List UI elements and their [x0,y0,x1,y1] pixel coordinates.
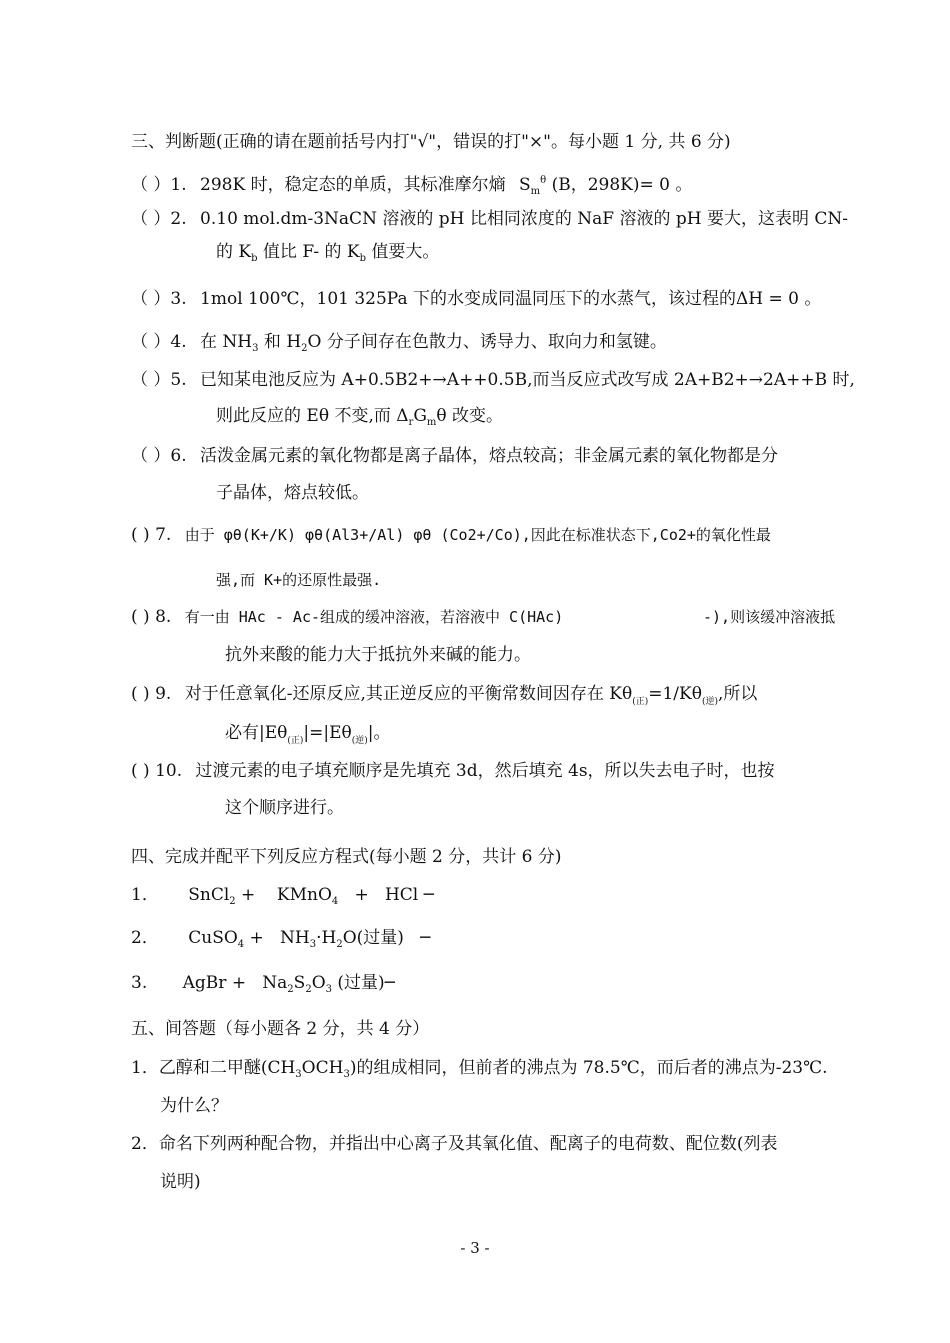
sa1-a: 1．乙醇和二甲醚(CH [131,1058,296,1078]
equation-3 [131,972,395,1001]
equation-2 [131,927,430,956]
equation-1 [131,884,434,913]
q6-line1: 活泼金属元素的氧化物都是离子晶体，熔点较高；非金属元素的氧化物都是分 [200,446,779,466]
e1-sub2: 4 [331,896,339,907]
section5-heading: 五、间答题（每小题各 2 分，共 4 分） [131,1019,430,1039]
e1-c: + HCl ─ [338,885,434,905]
e2-b: + NH [244,928,310,948]
q9-sub-zheng: (正) [632,697,649,707]
question-5-line2 [216,405,503,434]
q9-l1b: =1/Kθ [648,684,702,704]
q1-sub-m: m [530,186,541,197]
e3-sub1: 2 [287,984,294,995]
q6-paren: （ ）6. [131,446,187,466]
page-number: - 3 - [460,1239,490,1257]
q4-sub1: 3 [252,343,259,354]
q5-paren: （ ）5. [131,370,187,390]
e3-sub3: 3 [325,984,333,995]
e3-num: 3. [131,973,148,993]
short-answer-1-line2: 为什么？ [160,1096,228,1116]
q5-g: G [413,406,427,426]
q4-b: 和 H [263,332,302,352]
section4-heading: 四、完成并配平下列反应方程式(每小题 2 分，共计 6 分) [131,847,562,867]
q5-sub-m: m [426,417,437,428]
question-3 [131,288,821,310]
q1-theta: θ [540,175,547,186]
q8-line1b: -),则该缓冲溶液抵 [703,608,836,626]
q9-sub-ni-2: (逆) [351,736,368,746]
q4-paren: （ ）4. [131,332,187,352]
q2-sub-b1: b [251,253,258,264]
sa1-b: OCH [301,1058,344,1078]
q1-symbol-s: S [519,175,531,195]
q10-paren: ( ) 10. [131,761,183,781]
q9-sub-ni: (逆) [701,697,718,707]
q9-l2a: 必有|Eθ [225,723,288,743]
e3-c: O [311,973,326,993]
e1-b: + KMnO [235,885,332,905]
q10-line1: 过渡元素的电子填充顺序是先填充 3d，然后填充 4s，所以失去电子时，也按 [195,761,775,781]
sa1-c: )的组成相同，但前者的沸点为 78.5℃，而后者的沸点为-23℃. [349,1058,828,1078]
section3-heading: 三、判断题(正确的请在题前括号内打"√"，错误的打"×"。每小题 1 分, 共 6 分) [131,132,731,152]
question-6-line2: 子晶体，熔点较低。 [216,483,369,503]
q2-line1: 0.10 mol.dm-3NaCN 溶液的 pH 比相同浓度的 NaF 溶液的 pH 要大，这表明 CN- [200,209,849,229]
q3-text: 1mol 100℃，101 325Pa 下的水变成同温同压下的水蒸气，该过程的ΔH = 0 。 [200,289,822,309]
sa1-sub2: 3 [343,1069,350,1080]
q7-line1: 由于 φθ(K+/K) φθ(Al3+/Al) φθ (Co2+/Co),因此在标准状态下,Co2+的氧化性最 [184,526,771,544]
q8-paren: ( ) 8. [131,607,172,627]
e2-sub3: 2 [336,939,343,950]
q2-l2a: 的 K [216,242,252,262]
e2-sub1: 4 [237,939,245,950]
q5-l2a: 则此反应的 Eθ 不变,而 Δ [216,406,409,426]
question-9 [131,683,757,713]
q1-text-b: (B，298K)= 0 。 [551,175,693,195]
short-answer-2-line2: 说明) [160,1172,201,1192]
question-9-line2 [225,722,391,752]
e2-sub2: 3 [309,939,317,950]
q5-sub-r: r [408,417,414,428]
question-6 [131,445,778,467]
q1-paren: （ ）1. [131,175,187,195]
short-answer-2: 2．命名下列两种配合物，并指出中心离子及其氧化值、配离子的电荷数、配位数(列表 [131,1134,778,1154]
question-8 [131,606,563,628]
e3-a: AgBr + Na [182,973,288,993]
q5-line1: 已知某电池反应为 A+0.5B2+→A++0.5B,而当反应式改写成 2A+B2+→2A++B 时, [200,370,855,390]
e1-sub1: 2 [229,896,236,907]
q2-paren: （ ）2. [131,209,187,229]
short-answer-1 [131,1057,828,1086]
q9-l1a: 对于任意氧化-还原反应,其正逆反应的平衡常数间因存在 Kθ [184,684,633,704]
sa1-sub1: 3 [295,1069,302,1080]
question-2 [131,208,848,230]
question-7-line2: 强,而 K+的还原性最强. [216,571,382,589]
q9-paren: ( ) 9. [131,684,172,704]
q4-c: O 分子间存在色散力、诱导力、取向力和氢键。 [307,332,667,352]
q4-sub2: 2 [301,343,308,354]
question-7 [131,524,771,546]
e1-num: 1． [131,885,159,905]
q7-paren: ( ) 7. [131,525,172,545]
q8-line1a: 有一由 HAc - Ac-组成的缓冲溶液，若溶液中 C(HAc) [184,608,564,626]
q2-l2b: 值比 F- 的 K [262,242,360,262]
q9-l1c: ,所以 [718,684,758,704]
e2-num: 2． [131,928,159,948]
q9-sub-zheng-2: (正) [287,736,304,746]
q5-l2b: θ 改变。 [436,406,504,426]
e1-a: SnCl [188,885,230,905]
e2-d: O(过量) ─ [342,928,431,948]
e2-c: ·H [316,928,337,948]
e2-a: CuSO [188,928,238,948]
question-2-line2 [216,241,439,270]
q2-l2c: 值要大。 [371,242,440,262]
e3-d: (过量)─ [332,973,395,993]
q9-l2b: |=|Eθ [303,723,352,743]
q1-text-a: 298K 时，稳定态的单质，其标准摩尔熵 [200,175,506,195]
question-8-line2: 抗外来酸的能力大于抵抗外来碱的能力。 [225,645,531,665]
e3-b: S [293,973,306,993]
q3-paren: （ ）3. [131,289,187,309]
question-5 [131,369,855,391]
q2-sub-b2: b [359,253,367,264]
question-10-line2: 这个顺序进行。 [225,798,344,818]
q9-l2c: |。 [367,723,391,743]
q4-a: 在 NH [200,332,253,352]
question-4 [131,331,667,360]
question-1 [131,170,692,203]
e3-sub2: 2 [305,984,312,995]
question-10 [131,760,775,782]
